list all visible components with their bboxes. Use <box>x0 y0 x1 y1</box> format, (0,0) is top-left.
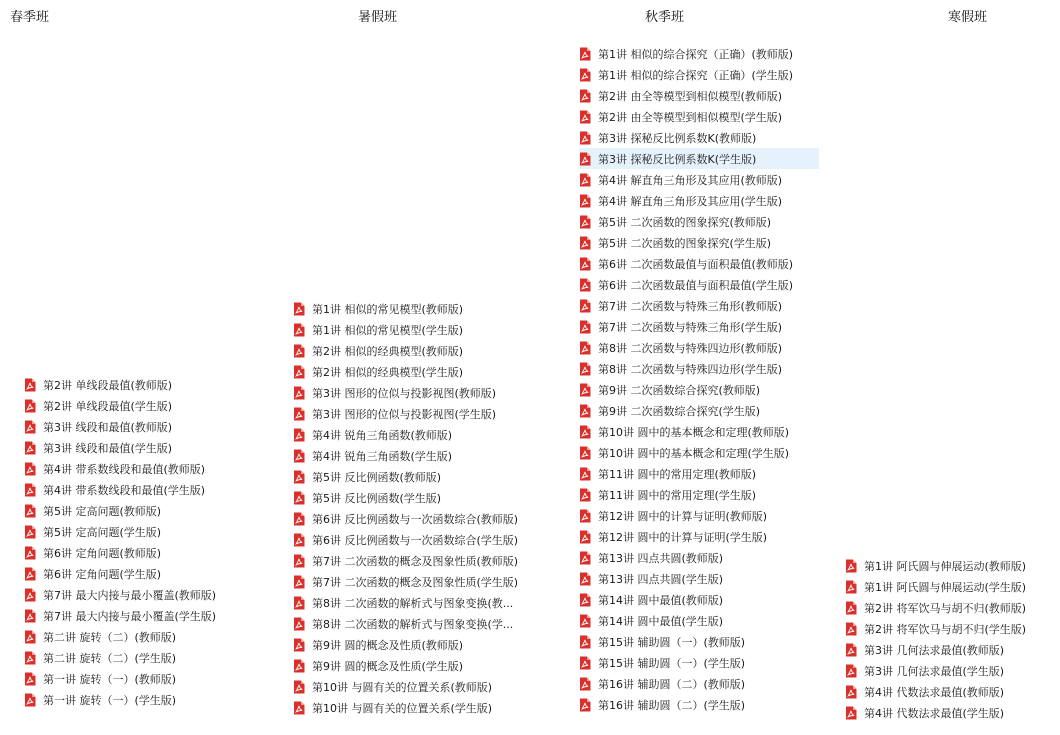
file-item[interactable] <box>24 647 269 668</box>
pdf-file-icon <box>579 572 591 586</box>
file-name: 第4讲 解直角三角形及其应用(学生版) <box>598 194 783 208</box>
pdf-file-icon <box>579 509 591 523</box>
file-name: 第9讲 二次函数综合探究(学生版) <box>598 404 761 418</box>
pdf-file-icon <box>579 110 591 124</box>
column-header-autumn: 秋季班 <box>645 10 685 25</box>
file-item[interactable] <box>579 484 819 505</box>
file-name: 第4讲 锐角三角函数(教师版) <box>312 428 453 442</box>
file-item[interactable] <box>579 505 819 526</box>
pdf-file-icon <box>579 89 591 103</box>
pdf-file-icon <box>293 302 305 316</box>
pdf-file-icon <box>579 194 591 208</box>
file-item[interactable] <box>293 697 555 718</box>
file-item[interactable] <box>293 466 555 487</box>
file-name: 第2讲 相似的经典模型(学生版) <box>312 365 464 379</box>
pdf-file-icon <box>845 622 857 636</box>
file-name: 第7讲 最大内接与最小覆盖(教师版) <box>43 588 217 602</box>
file-name: 第一讲 旋转（一）(学生版) <box>43 693 177 707</box>
file-item[interactable] <box>579 316 819 337</box>
file-item[interactable] <box>293 382 555 403</box>
file-name: 第1讲 阿氏圆与伸展运动(教师版) <box>864 559 1027 573</box>
file-item[interactable] <box>293 529 555 550</box>
file-item[interactable] <box>845 660 1055 681</box>
file-item[interactable] <box>24 668 269 689</box>
file-item[interactable] <box>845 597 1055 618</box>
pdf-file-icon <box>579 152 591 166</box>
file-item[interactable] <box>845 702 1055 723</box>
file-item[interactable] <box>579 652 819 673</box>
file-item[interactable] <box>579 400 819 421</box>
pdf-file-icon <box>293 491 305 505</box>
pdf-file-icon <box>293 575 305 589</box>
file-name: 第9讲 二次函数综合探究(教师版) <box>598 383 761 397</box>
file-item[interactable] <box>579 631 819 652</box>
file-name: 第14讲 圆中最值(学生版) <box>598 614 724 628</box>
pdf-file-icon <box>579 425 591 439</box>
file-name: 第2讲 单线段最值(学生版) <box>43 399 173 413</box>
file-item[interactable] <box>579 673 819 694</box>
file-name: 第1讲 阿氏圆与伸展运动(学生版) <box>864 580 1027 594</box>
pdf-file-icon <box>845 685 857 699</box>
file-name: 第8讲 二次函数与特殊四边形(教师版) <box>598 341 783 355</box>
pdf-file-icon <box>579 551 591 565</box>
pdf-file-icon <box>579 635 591 649</box>
pdf-file-icon <box>845 643 857 657</box>
file-item[interactable] <box>24 437 269 458</box>
pdf-file-icon <box>579 404 591 418</box>
file-item[interactable] <box>579 148 819 169</box>
pdf-file-icon <box>845 580 857 594</box>
file-name: 第7讲 二次函数与特殊三角形(学生版) <box>598 320 783 334</box>
column-header-summer: 暑假班 <box>358 10 398 25</box>
pdf-file-icon <box>579 362 591 376</box>
pdf-file-icon <box>579 488 591 502</box>
pdf-file-icon <box>24 420 36 434</box>
file-name: 第2讲 相似的经典模型(教师版) <box>312 344 464 358</box>
file-name: 第4讲 解直角三角形及其应用(教师版) <box>598 173 783 187</box>
pdf-file-icon <box>579 467 591 481</box>
file-item[interactable] <box>845 618 1055 639</box>
file-name: 第7讲 最大内接与最小覆盖(学生版) <box>43 609 217 623</box>
pdf-file-icon <box>24 441 36 455</box>
pdf-file-icon <box>24 483 36 497</box>
file-name: 第8讲 二次函数的解析式与图象变换(学... <box>312 617 514 631</box>
file-item[interactable] <box>579 295 819 316</box>
file-name: 第13讲 四点共圆(教师版) <box>598 551 724 565</box>
pdf-file-icon <box>579 383 591 397</box>
pdf-file-icon <box>579 341 591 355</box>
file-item[interactable] <box>293 613 555 634</box>
pdf-file-icon <box>24 693 36 707</box>
file-name: 第7讲 二次函数的概念及图象性质(学生版) <box>312 575 519 589</box>
file-name: 第10讲 与圆有关的位置关系(学生版) <box>312 701 493 715</box>
file-item[interactable] <box>293 445 555 466</box>
file-item[interactable] <box>579 43 819 64</box>
file-name: 第4讲 代数法求最值(学生版) <box>864 706 1005 720</box>
file-name: 第2讲 由全等模型到相似模型(学生版) <box>598 110 783 124</box>
pdf-file-icon <box>24 609 36 623</box>
file-item[interactable] <box>579 127 819 148</box>
file-name: 第9讲 圆的概念及性质(教师版) <box>312 638 464 652</box>
pdf-file-icon <box>24 672 36 686</box>
pdf-file-icon <box>293 659 305 673</box>
file-item[interactable] <box>845 681 1055 702</box>
file-name: 第2讲 将军饮马与胡不归(教师版) <box>864 601 1027 615</box>
file-name: 第12讲 圆中的计算与证明(教师版) <box>598 509 768 523</box>
file-name: 第16讲 辅助圆（二）(教师版) <box>598 677 746 691</box>
file-item[interactable] <box>579 379 819 400</box>
pdf-file-icon <box>293 449 305 463</box>
file-item[interactable] <box>579 64 819 85</box>
file-name: 第5讲 反比例函数(学生版) <box>312 491 442 505</box>
pdf-file-icon <box>293 701 305 715</box>
pdf-file-icon <box>293 470 305 484</box>
file-name: 第15讲 辅助圆（一）(学生版) <box>598 656 746 670</box>
file-name: 第6讲 定角问题(教师版) <box>43 546 162 560</box>
file-item[interactable] <box>579 463 819 484</box>
file-name: 第5讲 定高问题(教师版) <box>43 504 162 518</box>
file-item[interactable] <box>24 689 269 710</box>
pdf-file-icon <box>24 462 36 476</box>
file-list-spring <box>24 374 269 710</box>
file-item[interactable] <box>579 442 819 463</box>
file-list-summer <box>293 298 555 718</box>
file-name: 第7讲 二次函数的概念及图象性质(教师版) <box>312 554 519 568</box>
file-item[interactable] <box>24 626 269 647</box>
file-item[interactable] <box>293 340 555 361</box>
file-item[interactable] <box>293 298 555 319</box>
file-item[interactable] <box>579 274 819 295</box>
file-name: 第7讲 二次函数与特殊三角形(教师版) <box>598 299 783 313</box>
file-item[interactable] <box>293 424 555 445</box>
pdf-file-icon <box>293 428 305 442</box>
file-item[interactable] <box>579 232 819 253</box>
file-item[interactable] <box>293 655 555 676</box>
file-item[interactable] <box>579 526 819 547</box>
file-item[interactable] <box>579 211 819 232</box>
pdf-file-icon <box>579 173 591 187</box>
file-item[interactable] <box>579 358 819 379</box>
file-name: 第6讲 二次函数最值与面积最值(学生版) <box>598 278 794 292</box>
file-name: 第3讲 探秘反比例系数K(学生版) <box>598 152 757 166</box>
file-item[interactable] <box>845 576 1055 597</box>
file-item[interactable] <box>579 253 819 274</box>
file-name: 第6讲 反比例函数与一次函数综合(学生版) <box>312 533 519 547</box>
pdf-file-icon <box>579 698 591 712</box>
file-item[interactable] <box>579 547 819 568</box>
file-item[interactable] <box>579 694 819 715</box>
file-item[interactable] <box>24 416 269 437</box>
pdf-file-icon <box>579 656 591 670</box>
file-name: 第2讲 将军饮马与胡不归(学生版) <box>864 622 1027 636</box>
file-name: 第二讲 旋转（二）(教师版) <box>43 630 177 644</box>
file-item[interactable] <box>293 592 555 613</box>
file-name: 第1讲 相似的综合探究（正确）(学生版) <box>598 68 794 82</box>
file-item[interactable] <box>579 85 819 106</box>
pdf-file-icon <box>293 512 305 526</box>
file-item[interactable] <box>579 568 819 589</box>
file-name: 第4讲 带系数线段和最值(学生版) <box>43 483 206 497</box>
file-name: 第2讲 单线段最值(教师版) <box>43 378 173 392</box>
file-item[interactable] <box>845 639 1055 660</box>
file-item[interactable] <box>293 403 555 424</box>
pdf-file-icon <box>579 236 591 250</box>
file-name: 第8讲 二次函数的解析式与图象变换(教... <box>312 596 514 610</box>
file-name: 第11讲 圆中的常用定理(教师版) <box>598 467 757 481</box>
file-item[interactable] <box>293 676 555 697</box>
file-name: 第3讲 图形的位似与投影视图(教师版) <box>312 386 497 400</box>
file-item[interactable] <box>24 500 269 521</box>
pdf-file-icon <box>293 617 305 631</box>
pdf-file-icon <box>293 407 305 421</box>
pdf-file-icon <box>293 386 305 400</box>
pdf-file-icon <box>579 446 591 460</box>
pdf-file-icon <box>293 365 305 379</box>
pdf-file-icon <box>293 638 305 652</box>
file-item[interactable] <box>24 521 269 542</box>
pdf-file-icon <box>579 68 591 82</box>
file-item[interactable] <box>24 479 269 500</box>
pdf-file-icon <box>24 567 36 581</box>
pdf-file-icon <box>579 593 591 607</box>
file-name: 第3讲 探秘反比例系数K(教师版) <box>598 131 757 145</box>
file-item[interactable] <box>579 190 819 211</box>
pdf-file-icon <box>579 677 591 691</box>
file-name: 第10讲 圆中的基本概念和定理(学生版) <box>598 446 790 460</box>
pdf-file-icon <box>293 596 305 610</box>
pdf-file-icon <box>24 630 36 644</box>
file-item[interactable] <box>579 337 819 358</box>
file-name: 第3讲 线段和最值(学生版) <box>43 441 173 455</box>
file-name: 第3讲 几何法求最值(教师版) <box>864 643 1005 657</box>
pdf-file-icon <box>293 680 305 694</box>
pdf-file-icon <box>24 588 36 602</box>
file-item[interactable] <box>24 584 269 605</box>
pdf-file-icon <box>24 651 36 665</box>
file-name: 第5讲 定高问题(学生版) <box>43 525 162 539</box>
file-name: 第6讲 二次函数最值与面积最值(教师版) <box>598 257 794 271</box>
file-name: 第8讲 二次函数与特殊四边形(学生版) <box>598 362 783 376</box>
file-name: 第6讲 反比例函数与一次函数综合(教师版) <box>312 512 519 526</box>
file-name: 第5讲 二次函数的图象探究(学生版) <box>598 236 772 250</box>
file-item[interactable] <box>579 610 819 631</box>
pdf-file-icon <box>845 706 857 720</box>
file-name: 第4讲 带系数线段和最值(教师版) <box>43 462 206 476</box>
pdf-file-icon <box>24 546 36 560</box>
file-name: 第4讲 锐角三角函数(学生版) <box>312 449 453 463</box>
file-item[interactable] <box>24 395 269 416</box>
pdf-file-icon <box>24 378 36 392</box>
pdf-file-icon <box>293 554 305 568</box>
file-list-autumn <box>579 43 819 715</box>
file-item[interactable] <box>579 169 819 190</box>
file-name: 第5讲 反比例函数(教师版) <box>312 470 442 484</box>
file-name: 第10讲 圆中的基本概念和定理(教师版) <box>598 425 790 439</box>
file-item[interactable] <box>845 555 1055 576</box>
pdf-file-icon <box>24 525 36 539</box>
file-item[interactable] <box>24 563 269 584</box>
file-name: 第10讲 与圆有关的位置关系(教师版) <box>312 680 493 694</box>
file-name: 第5讲 二次函数的图象探究(教师版) <box>598 215 772 229</box>
file-name: 第6讲 定角问题(学生版) <box>43 567 162 581</box>
file-item[interactable] <box>293 487 555 508</box>
file-name: 第11讲 圆中的常用定理(学生版) <box>598 488 757 502</box>
file-name: 第15讲 辅助圆（一）(教师版) <box>598 635 746 649</box>
file-name: 第1讲 相似的常见模型(教师版) <box>312 302 464 316</box>
file-name: 第9讲 圆的概念及性质(学生版) <box>312 659 464 673</box>
file-name: 第14讲 圆中最值(教师版) <box>598 593 724 607</box>
file-name: 第16讲 辅助圆（二）(学生版) <box>598 698 746 712</box>
pdf-file-icon <box>845 664 857 678</box>
file-name: 第13讲 四点共圆(学生版) <box>598 572 724 586</box>
file-name: 第3讲 几何法求最值(学生版) <box>864 664 1005 678</box>
pdf-file-icon <box>579 299 591 313</box>
file-name: 第1讲 相似的常见模型(学生版) <box>312 323 464 337</box>
pdf-file-icon <box>579 131 591 145</box>
pdf-file-icon <box>579 215 591 229</box>
file-item[interactable] <box>293 319 555 340</box>
pdf-file-icon <box>293 344 305 358</box>
file-name: 第一讲 旋转（一）(教师版) <box>43 672 177 686</box>
file-item[interactable] <box>579 421 819 442</box>
pdf-file-icon <box>579 530 591 544</box>
file-item[interactable] <box>24 542 269 563</box>
file-name: 第3讲 线段和最值(教师版) <box>43 420 173 434</box>
file-name: 第12讲 圆中的计算与证明(学生版) <box>598 530 768 544</box>
file-item[interactable] <box>24 374 269 395</box>
file-item[interactable] <box>24 458 269 479</box>
pdf-file-icon <box>579 257 591 271</box>
pdf-file-icon <box>293 323 305 337</box>
pdf-file-icon <box>24 504 36 518</box>
file-name: 第3讲 图形的位似与投影视图(学生版) <box>312 407 497 421</box>
file-item[interactable] <box>24 605 269 626</box>
file-list-winter <box>845 555 1055 723</box>
file-name: 第2讲 由全等模型到相似模型(教师版) <box>598 89 783 103</box>
file-item[interactable] <box>579 589 819 610</box>
file-item[interactable] <box>579 106 819 127</box>
column-header-winter: 寒假班 <box>948 10 988 25</box>
pdf-file-icon <box>845 559 857 573</box>
file-item[interactable] <box>293 634 555 655</box>
file-item[interactable] <box>293 571 555 592</box>
file-name: 第1讲 相似的综合探究（正确）(教师版) <box>598 47 794 61</box>
pdf-file-icon <box>845 601 857 615</box>
pdf-file-icon <box>24 399 36 413</box>
pdf-file-icon <box>579 320 591 334</box>
file-item[interactable] <box>293 550 555 571</box>
pdf-file-icon <box>293 533 305 547</box>
file-name: 第4讲 代数法求最值(教师版) <box>864 685 1005 699</box>
file-name: 第二讲 旋转（二）(学生版) <box>43 651 177 665</box>
pdf-file-icon <box>579 614 591 628</box>
file-item[interactable] <box>293 508 555 529</box>
pdf-file-icon <box>579 47 591 61</box>
pdf-file-icon <box>579 278 591 292</box>
file-item[interactable] <box>293 361 555 382</box>
column-header-spring: 春季班 <box>10 10 50 25</box>
